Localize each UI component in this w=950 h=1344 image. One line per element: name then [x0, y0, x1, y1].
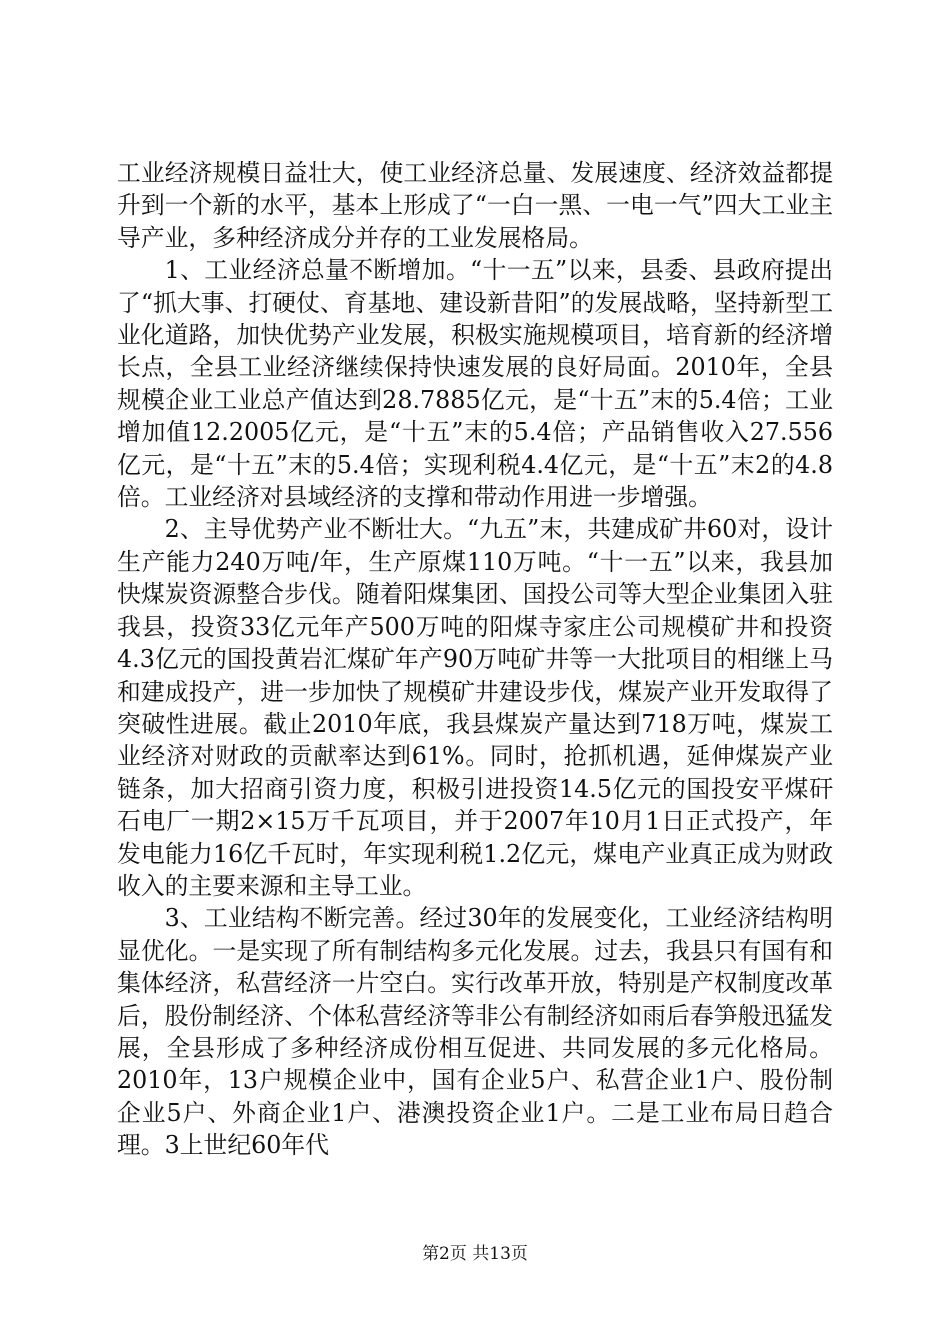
paragraph-2: 1、工业经济总量不断增加。“十一五”以来，县委、县政府提出了“抓大事、打硬仗、育基地、建设新昔阳”的发展战略，坚持新型工业化道路，加快优势产业发展，积极实施规模项目，培育新的经济增长点，全县工业经济继续保持快速发展的良好局面。2010年，全县规模企业工业总产值达到28.7885亿元，是“十五”末的5.4倍；工业增加值12.2005亿元，是“十五”末的5.4倍；产品销售收入27.556亿元，是“十五”末的5.4倍；实现利税4.4亿元，是“十五”末2的4.8倍。工业经济对县域经济的支撑和带动作用进一步增强。 [117, 256, 833, 512]
document-body [117, 157, 833, 1162]
page-footer: 第2页 共13页 [422, 1244, 528, 1264]
paragraph-1: 工业经济规模日益壮大，使工业经济总量、发展速度、经济效益都提升到一个新的水平，基本上形成了“一白一黑、一电一气”四大工业主导产业，多种经济成分并存的工业发展格局。 [117, 159, 833, 252]
paragraph-3: 2、主导优势产业不断壮大。“九五”末，共建成矿井60对，设计生产能力240万吨/年，生产原煤110万吨。“十一五”以来，我县加快煤炭资源整合步伐。随着阳煤集团、国投公司等大型企业集团入驻我县，投资33亿元年产500万吨的阳煤寺家庄公司规模矿井和投资4.3亿元的国投黄岩汇煤矿年产90万吨矿井等一大批项目的相继上马和建成投产，进一步加快了规模矿井建设步伐，煤炭产业开发取得了突破性进展。截止2010年底，我县煤炭产量达到718万吨，煤炭工业经济对财政的贡献率达到61%。同时，抢抓机遇，延伸煤炭产业链条，加大招商引资力度，积极引进投资14.5亿元的国投安平煤矸石电厂一期2×15万千瓦项目，并于2007年10月1日正式投产，年发电能力16亿千瓦时，年实现利税1.2亿元，煤电产业真正成为财政收入的主要来源和主导工业。 [117, 515, 833, 900]
paragraph-4: 3、工业结构不断完善。经过30年的发展变化，工业经济结构明显优化。一是实现了所有制结构多元化发展。过去，我县只有国有和集体经济，私营经济一片空白。实行改革开放，特别是产权制度改革后，股份制经济、个体私营经济等非公有制经济如雨后春笋般迅猛发展，全县形成了多种经济成份相互促进、共同发展的多元化格局。2010年，13户规模企业中，国有企业5户、私营企业1户、股份制企业5户、外商企业1户、港澳投资企业1户。二是工业布局日趋合理。3上世纪60年代 [117, 904, 833, 1160]
